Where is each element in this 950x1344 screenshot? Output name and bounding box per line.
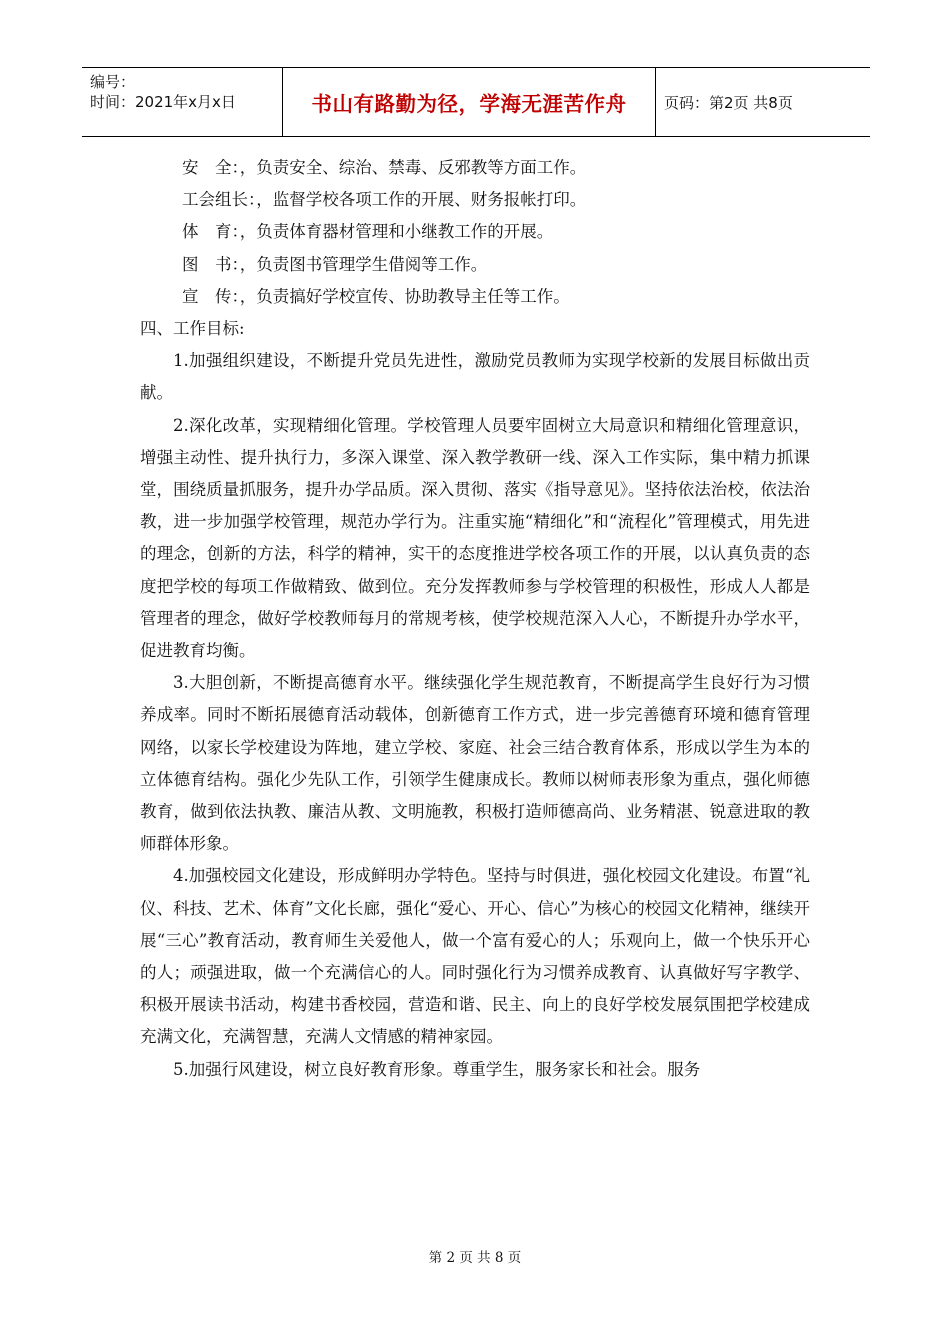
document-body — [140, 152, 810, 1086]
header-meta — [82, 68, 282, 136]
goal-paragraph-5: 5.加强行风建设，树立良好教育形象。尊重学生，服务家长和社会。服务 — [173, 1059, 701, 1079]
role-sports: 体 育：，负责体育器材管理和小继教工作的开展。 — [182, 222, 554, 242]
role-union-leader: 工会组长：，监督学校各项工作的开展、财务报帐打印。 — [182, 190, 587, 210]
page-info: 页码：第2页 共8页 — [664, 93, 793, 112]
header-page-info — [656, 68, 870, 136]
header-motto-cell — [282, 68, 656, 136]
page-footer: 第 2 页 共 8 页 — [428, 1250, 522, 1266]
role-list — [140, 152, 810, 313]
goal-paragraph-4: 4.加强校园文化建设，形成鲜明办学特色。坚持与时俱进，强化校园文化建设。布置“礼仪、科技、艺术、体育”文化长廊，强化“爱心、开心、信心”为核心的校园文化精神，继续开展“三心”教育活动，教育师生关爱他人，做一个富有爱心的人；乐观向上，做一个快乐开心的人；顽强进取，做一个充满信心的人。同时强化行为习惯养成教育、认真做好写字教学、积极开展读书活动，构建书香校园，营造和谐、民主、向上的良好学校发展氛围把学校建成充满文化，充满智慧，充满人文情感的精神家园。 — [140, 866, 810, 1047]
goal-paragraph-1: 1.加强组织建设，不断提升党员先进性，激励党员教师为实现学校新的发展目标做出贡献。 — [140, 351, 810, 403]
section-heading: 四、工作目标: — [140, 318, 245, 338]
page-header — [82, 67, 870, 137]
goal-paragraph-2: 2.深化改革，实现精细化管理。学校管理人员要牢固树立大局意识和精细化管理意识，增强主动性、提升执行力，多深入课堂、深入教学教研一线、深入工作实际，集中精力抓课堂，围绕质量抓服务，提升办学品质。深入贯彻、落实《指导意见》。坚持依法治校，依法治教，进一步加强学校管理，规范办学行为。注重实施“精细化”和“流程化”管理模式，用先进的理念，创新的方法，科学的精神，实干的态度推进学校各项工作的开展，以认真负责的态度把学校的每项工作做精致、做到位。充分发挥教师参与学校管理的积极性，形成人人都是管理者的理念，做好学校教师每月的常规考核，使学校规范深入人心，不断提升办学水平，促进教育均衡。 — [140, 415, 810, 660]
goal-paragraph-3: 3.大胆创新，不断提高德育水平。继续强化学生规范教育，不断提高学生良好行为习惯养成率。同时不断拓展德育活动载体，创新德育工作方式，进一步完善德育环境和德育管理网络，以家长学校建设为阵地，建立学校、家庭、社会三结合教育体系，形成以学生为本的立体德育结构。强化少先队工作，引领学生健康成长。教师以树师表形象为重点，强化师德教育，做到依法执教、廉洁从教、文明施教，积极打造师德高尚、业务精湛、锐意进取的教师群体形象。 — [140, 673, 810, 854]
role-safety: 安 全：，负责安全、综治、禁毒、反邪教等方面工作。 — [182, 158, 587, 177]
role-library: 图 书：，负责图书管理学生借阅等工作。 — [182, 254, 488, 274]
role-publicity: 宣 传：，负责搞好学校宣传、协助教导主任等工作。 — [182, 286, 570, 306]
motto: 书山有路勤为径，学海无涯苦作舟 — [311, 92, 627, 116]
time-label: 时间：2021年x月x日 — [90, 93, 236, 111]
number-label: 编号： — [90, 73, 136, 91]
